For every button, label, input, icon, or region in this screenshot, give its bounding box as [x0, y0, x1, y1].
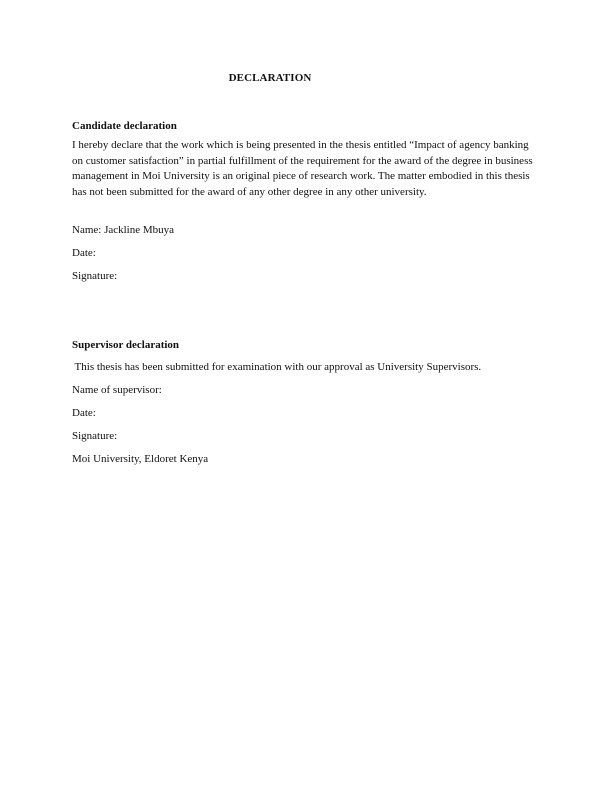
- candidate-name-line: Name: Jackline Mbuya: [72, 224, 175, 236]
- supervisor-location-line: Moi University, Eldoret Kenya: [72, 453, 209, 465]
- supervisor-declaration-text: This thesis has been submitted for examination with our approval as University Supervisors.: [72, 361, 482, 373]
- supervisor-name-line: Name of supervisor:: [72, 384, 162, 396]
- candidate-declaration-heading: Candidate declaration: [72, 120, 177, 132]
- candidate-declaration-text: I hereby declare that the work which is being presented in the thesis entitled “Impact of agency banking on customer satisfaction” in partial fulfillment of the requirement for the award of the degree in business management in Moi University is an original piece of research work. The matter embodied in this thesis has not been submitted for the award of any other degree in any other university.: [72, 139, 533, 198]
- supervisor-signature-line: Signature:: [72, 430, 118, 442]
- candidate-date-line: Date:: [72, 247, 96, 259]
- page-title: DECLARATION: [228, 72, 312, 84]
- supervisor-date-line: Date:: [72, 407, 96, 419]
- candidate-signature-line: Signature:: [72, 270, 118, 282]
- supervisor-declaration-heading: Supervisor declaration: [72, 339, 180, 351]
